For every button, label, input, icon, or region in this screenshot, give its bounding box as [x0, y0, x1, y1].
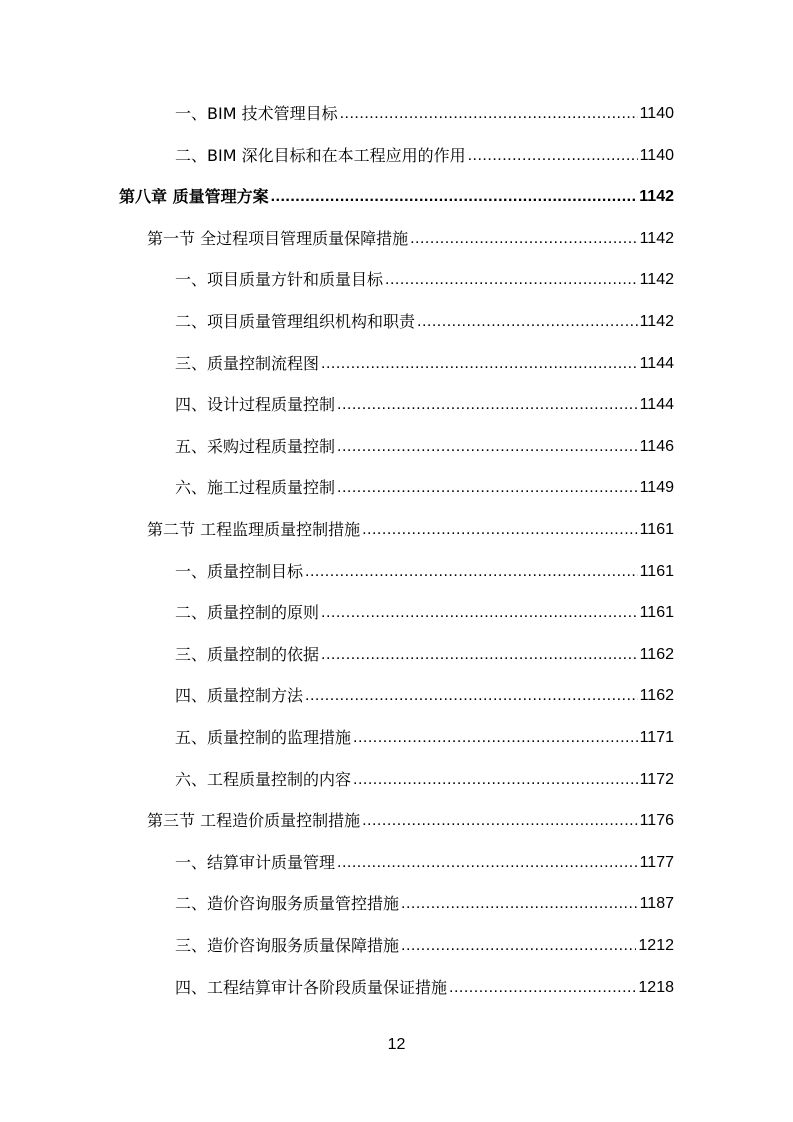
toc-leader-dots [401, 894, 638, 914]
toc-entry-page: 1140 [639, 146, 674, 164]
toc-leader-dots [271, 187, 638, 207]
toc-entry-label: 四、工程结算审计各阶段质量保证措施 [175, 977, 448, 997]
toc-entry-item[interactable] [175, 262, 674, 290]
toc-entry-label: 二、质量控制的原则 [175, 603, 320, 623]
toc-entry-page: 1176 [639, 812, 674, 830]
toc-leader-dots [385, 270, 638, 290]
toc-entry-item[interactable] [175, 470, 674, 498]
toc-entry-label: 一、BIM 技术管理目标 [175, 104, 338, 123]
toc-entry-item[interactable] [175, 96, 674, 124]
toc-entry-page: 1161 [639, 562, 674, 580]
toc-entry-item[interactable] [175, 429, 674, 457]
toc-entry-item[interactable] [175, 720, 674, 748]
toc-entry-page: 1142 [639, 313, 674, 330]
toc-entry-page: 1144 [639, 396, 674, 414]
toc-entry-item[interactable] [175, 138, 674, 166]
toc-entry-section[interactable] [147, 803, 674, 831]
toc-leader-dots [449, 978, 636, 998]
toc-leader-dots [337, 853, 638, 873]
toc-entry-item[interactable] [175, 387, 674, 415]
toc-entry-item[interactable] [175, 678, 674, 706]
toc-entry-label: 一、结算审计质量管理 [175, 852, 336, 872]
toc-entry-item[interactable] [175, 762, 674, 790]
toc-leader-dots [337, 478, 638, 498]
toc-leader-dots [362, 811, 638, 831]
toc-leader-dots [305, 686, 638, 706]
toc-entry-label: 第二节 工程监理质量控制措施 [147, 520, 361, 539]
toc-entry-label: 一、项目质量方针和质量目标 [175, 270, 384, 290]
toc-entry-item[interactable] [175, 346, 674, 374]
toc-entry-label: 四、设计过程质量控制 [175, 395, 336, 415]
toc-leader-dots [353, 770, 638, 790]
toc-entry-label: 三、造价咨询服务质量保障措施 [175, 936, 400, 955]
toc-entry-label: 第三节 工程造价质量控制措施 [147, 811, 361, 831]
toc-leader-dots [468, 146, 638, 166]
toc-entry-item[interactable] [175, 886, 674, 914]
toc-entry-page: 1161 [639, 604, 674, 622]
toc-entry-item[interactable] [175, 928, 674, 956]
toc-entry-item[interactable] [175, 595, 674, 623]
toc-entry-item[interactable] [175, 970, 674, 998]
toc-entry-page: 1171 [639, 729, 674, 746]
toc-entry-section[interactable] [147, 512, 674, 540]
toc-entry-label: 一、质量控制目标 [175, 561, 304, 581]
toc-entry-item[interactable] [175, 554, 674, 582]
toc-entry-section[interactable] [147, 221, 674, 249]
toc-entry-page: 1142 [639, 229, 674, 247]
toc-entry-item[interactable] [175, 304, 674, 332]
toc-leader-dots [353, 728, 638, 748]
toc-leader-dots [321, 603, 638, 623]
toc-leader-dots [321, 354, 638, 374]
toc-leader-dots [305, 562, 638, 582]
toc-entry-page: 1218 [638, 978, 674, 996]
toc-entry-label: 六、施工过程质量控制 [175, 478, 336, 498]
toc-entry-label: 五、采购过程质量控制 [175, 436, 336, 456]
toc-entry-page: 1187 [639, 895, 674, 913]
toc-entry-page: 1144 [639, 354, 674, 372]
toc-leader-dots [417, 312, 638, 332]
toc-entry-page: 1142 [639, 271, 674, 289]
toc-leader-dots [340, 104, 638, 124]
toc-entry-page: 1149 [639, 479, 674, 497]
toc-entry-label: 第一节 全过程项目管理质量保障措施 [147, 228, 409, 248]
toc-leader-dots [401, 936, 636, 956]
toc-entry-label: 二、造价咨询服务质量管控措施 [175, 894, 400, 914]
toc-leader-dots [321, 645, 638, 665]
toc-entry-label: 四、质量控制方法 [175, 686, 304, 706]
toc-leader-dots [410, 229, 638, 249]
toc-entry-label: 六、工程质量控制的内容 [175, 769, 352, 789]
toc-entry-page: 1162 [639, 645, 674, 663]
toc-entry-page: 1177 [639, 853, 674, 871]
toc-entry-label: 三、质量控制的依据 [175, 644, 320, 664]
toc-entry-chapter[interactable] [119, 179, 674, 207]
toc-entry-page: 1146 [639, 437, 674, 455]
toc-entry-item[interactable] [175, 637, 674, 665]
toc-leader-dots [337, 395, 638, 415]
toc-entry-page: 1140 [639, 105, 674, 122]
toc-leader-dots [362, 520, 638, 540]
toc-entry-page: 1142 [639, 188, 674, 206]
toc-entry-page: 1162 [639, 687, 674, 705]
toc-entry-label: 第八章 质量管理方案 [119, 187, 269, 207]
toc-entry-page: 1212 [638, 937, 674, 954]
toc-entry-item[interactable] [175, 845, 674, 873]
toc-entry-label: 三、质量控制流程图 [175, 353, 320, 373]
toc-leader-dots [337, 437, 638, 457]
page-number: 12 [387, 1036, 406, 1053]
toc-entry-label: 二、项目质量管理组织机构和职责 [175, 312, 416, 331]
toc-entry-label: 五、质量控制的监理措施 [175, 728, 352, 747]
toc-entry-label: 二、BIM 深化目标和在本工程应用的作用 [175, 145, 466, 165]
toc-entry-page: 1161 [639, 521, 674, 538]
toc-entry-page: 1172 [639, 770, 674, 788]
